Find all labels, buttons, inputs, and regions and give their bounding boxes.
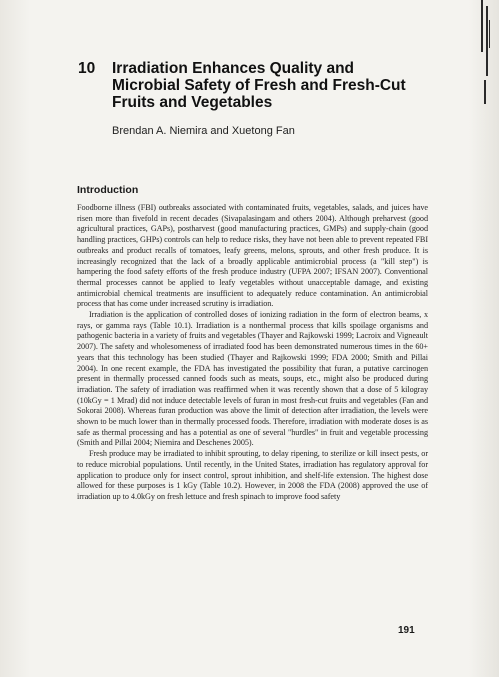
chapter-number: 10 bbox=[78, 60, 96, 77]
body-text bbox=[77, 203, 428, 503]
paragraph: Irradiation is the application of controlled doses of ionizing radiation in the form of electron beams, x rays, or gamma rays (Table 10.1). Irradiation is a nonthermal process that kills spoilage organisms and pathogenic bacteria in a variety of fruits and vegetables (Thayer and Rajkowski 1999; Lacroix and Vigneault 2007). The safety and wholesomeness of irradiated food has been demonstrated numerous times in the 60+ years that this technology has been studied (Thayer and Rajkowski 1999; FDA 2000; Smith and Pillai 2004). In one recent example, the FDA has investigated the possibility that furan, a putative carcinogen present in thermally processed canned foods such as meats, soups, etc., might also be produced during irradiation. The safety of irradiation was reaffirmed when it was recently shown that a dose of 5 kilogray (10kGy = 1 Mrad) did not induce detectable levels of furan in most fresh-cut fruits and vegetables (Fan and Sokorai 2008). Whereas furan production was above the limit of detection after irradiation, the levels were shown to be much lower than in thermally processed foods. Therefore, irradiation with moderate doses is as safe as thermal processing and has a potential as one of several "hurdles" in fruit and vegetable processing (Smith and Pillai 2004; Niemira and Deschenes 2005). bbox=[77, 310, 428, 448]
paragraph: Fresh produce may be irradiated to inhibit sprouting, to delay ripening, to sterilize or kill insect pests, or to reduce microbial populations. Until recently, in the United States, irradiation has regulatory approval for application to produce only for insect control, sprout inhibition, and shelf-life extension. The highest dose allowed for these purposes is 1 kGy (Table 10.2). However, in 2008 the FDA (2008) approved the use of irradiation up to 4.0kGy on fresh lettuce and fresh spinach to improve food safety bbox=[77, 449, 428, 501]
chapter-authors: Brendan A. Niemira and Xuetong Fan bbox=[112, 125, 295, 137]
binding-edge-marks bbox=[479, 0, 493, 120]
section-heading: Introduction bbox=[77, 184, 139, 196]
page-number: 191 bbox=[398, 625, 415, 636]
chapter-title: Irradiation Enhances Quality and Microbial Safety of Fresh and Fresh-Cut Fruits and Vegetables bbox=[112, 60, 406, 111]
paragraph: Foodborne illness (FBI) outbreaks associated with contaminated fruits, vegetables, salads, and juices have risen more than fivefold in recent decades (Sivapalasingam and others 2004). Although preharvest (good agricultural practices, GAPs), postharvest (good manufacturing practices, GMPs) and supply-chain (good handling practices, GHPs) controls can help to reduce risks, they have not been able to prevent repeated FBI outbreaks and product recalls of tomatoes, leafy greens, melons, sprouts, and other fresh produce. It is increasingly recognized that the lack of a broadly applicable antimicrobial process (a "kill step") is hampering the food safety efforts of the fresh produce industry (UFPA 2007; IFSAN 2007). Conventional thermal processes cannot be applied to leafy vegetables without unacceptable damage, and existing antimicrobial chemical treatments are insufficient to adequately reduce contamination. An antimicrobial process that has come under increased scrutiny is irradiation. bbox=[77, 203, 428, 309]
